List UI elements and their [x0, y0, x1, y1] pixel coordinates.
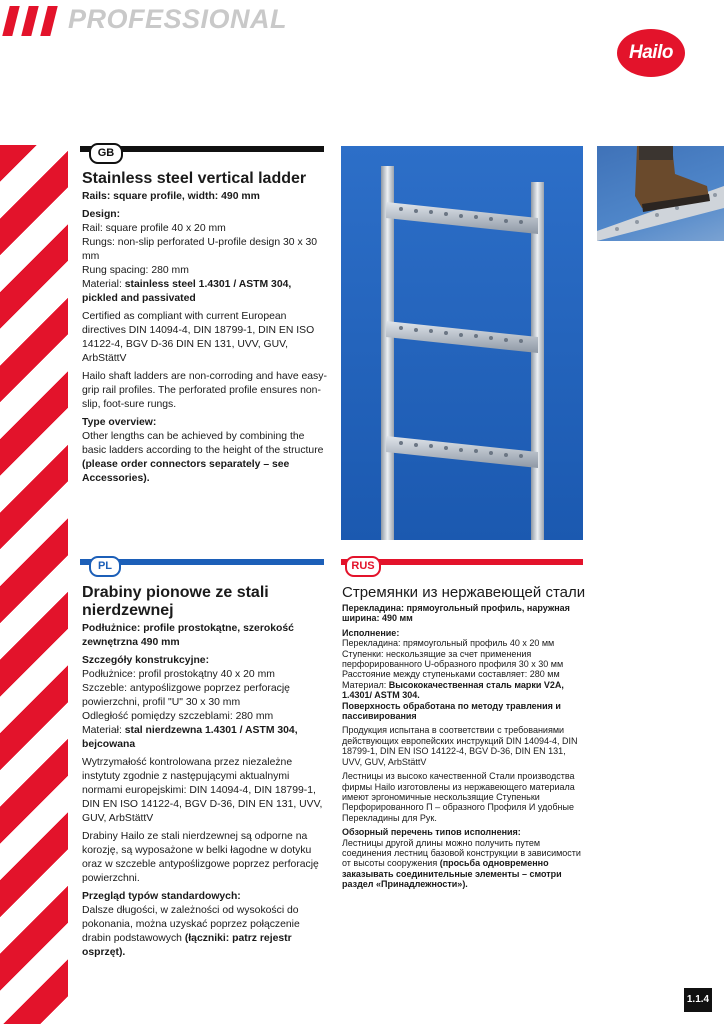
material-prefix: Material: — [82, 279, 125, 290]
type-overview-body: Лестницы другой длины можно получить путем соединения лестниц базовой конструкции в зависимости от высоты сооружения — [342, 837, 581, 869]
type-overview-text — [82, 904, 326, 960]
section-title: Стремянки из нержавеющей стали — [342, 584, 586, 601]
design-line: Перекладина: прямоугольный профиль 40 х 20 мм — [342, 638, 555, 649]
type-overview-text — [82, 430, 328, 486]
ladder-photo — [341, 146, 583, 540]
material-value: stainless steel 1.4301 / ASTM 304, pickled and passivated — [82, 279, 292, 304]
design-line: Расстояние между ступеньками составляет: 280 мм — [342, 669, 560, 680]
surface-treatment: Поверхность обработана по методу травления и пассивирования — [342, 700, 561, 722]
design-line: Rung spacing: 280 mm — [82, 265, 189, 276]
page-number: 1.1.4 — [684, 988, 712, 1012]
ladder-illustration — [341, 146, 583, 540]
design-line: Szczeble: antypoślizgowe poprzez perforację powierzchni, profil "U" 30 x 30 mm — [82, 683, 290, 708]
section-subtitle: Перекладина: прямоугольный профиль, наружная ширина: 490 мм — [342, 603, 570, 624]
header-stripe — [2, 6, 19, 36]
design-line: Odległość pomiędzy szczeblami: 280 mm — [82, 711, 274, 722]
certification-text: Wytrzymałość kontrolowana przez niezależne instytuty zgodnie z następującymi aktualnymi normami europejskimi: DIN 14094-4, DIN 18799-1, DIN EN ISO 14122-4, BGV D-36, DIN EN 131, UVV, GUV, ArbStättV — [82, 757, 323, 824]
certification-text: Certified as compliant with current European directives DIN 14094-4, DIN 18799-1, DIN EN ISO 14122-4, BGV D-36 DIN EN 131, UVV, GUV, ArbStättV — [82, 311, 315, 364]
language-badge-rus: RUS — [345, 556, 381, 577]
decorative-stripes — [0, 145, 68, 1024]
design-line: Ступенки: нескользящие за счет применения перфорированного U-образного профиля 30 х 30 мм — [342, 648, 564, 670]
material-value: Высококачественная сталь марки V2A, 1.4301/ ASTM 304. — [342, 679, 564, 701]
material-prefix: Materiał: — [82, 725, 125, 736]
material-value: stal nierdzewna 1.4301 / ASTM 304, bejcowana — [82, 725, 298, 750]
description-text: Лестницы из высоко качественной Стали производства фирмы Hailo изготовлены из нержавеющего материала имеют эргономичные нескользящие Ступеньки Перфорированного П – образного Профиля И удобные Перекладины для Рук. — [342, 771, 575, 823]
design-line: Rail: square profile 40 x 20 mm — [82, 223, 226, 234]
design-heading: Design: — [82, 209, 121, 220]
design-line: Podłużnice: profil prostokątny 40 x 20 mm — [82, 669, 275, 680]
language-badge-gb: GB — [89, 143, 123, 164]
hailo-logo: Hailo — [617, 29, 685, 77]
type-overview-body: Dalsze długości, w zależności od wysokości do pokonania, można uzyskać poprzez połączenie drabin podstawowych — [82, 905, 300, 944]
design-heading: Исполнение: — [342, 627, 400, 638]
description-text: Hailo shaft ladders are non-corroding and have easy-grip rail profiles. The perforated profile ensures non-slip, foot-sure rungs. — [82, 371, 327, 410]
material-prefix: Материал: — [342, 679, 389, 690]
section-subtitle: Podłużnice: profile prostokątne, szerokość zewnętrzna 490 mm — [82, 623, 294, 648]
section-subtitle: Rails: square profile, width: 490 mm — [82, 191, 260, 202]
language-badge-pl: PL — [89, 556, 121, 577]
section-title: Drabiny pionowe ze stali nierdzewnej — [82, 584, 269, 619]
section-pl — [82, 584, 326, 960]
type-overview-text — [342, 838, 586, 890]
section-title: Stainless steel vertical ladder — [82, 170, 307, 187]
brand-title: PROFESSIONAL — [68, 4, 288, 34]
type-overview-note: (łączniki: patrz rejestr osprzęt). — [82, 933, 292, 958]
section-rus — [342, 584, 586, 890]
section-gb — [82, 170, 328, 486]
header-stripe — [40, 6, 57, 36]
type-overview-body: Other lengths can be achieved by combining the basic ladders according to the height of the structure — [82, 431, 324, 456]
description-text: Drabiny Hailo ze stali nierdzewnej są odporne na korozję, są wyposażone w belki łagodne w dotyku oraz w szczeble antypoślizgowe poprzez perforację powierzchni. — [82, 831, 319, 884]
material-line — [82, 278, 328, 306]
material-line — [82, 724, 326, 752]
type-overview-heading: Przegląd typów standardowych: — [82, 891, 241, 902]
header-stripe — [21, 6, 38, 36]
type-overview-heading: Type overview: — [82, 417, 157, 428]
material-line — [342, 680, 586, 701]
type-overview-note: (просьба одновременно заказывать соединительные элементы – смотри раздел «Принадлежности»). — [342, 858, 562, 890]
design-heading: Szczegóły konstrukcyjne: — [82, 655, 210, 666]
type-overview-note: (please order connectors separately – see Accessories). — [82, 459, 290, 484]
boot-on-rung-photo — [597, 146, 724, 241]
design-line: Rungs: non-slip perforated U-profile design 30 x 30 mm — [82, 237, 318, 262]
type-overview-heading: Обзорный перечень типов исполнения: — [342, 827, 521, 838]
certification-text: Продукция испытана в соответствии с требованиями действующих европейских инструкций DIN 14094-4, DIN 18799-1, DIN EN ISO 14122-4, BGV D-36, DIN EN 131, UVV, GUV, ArbStättV — [342, 725, 578, 767]
boot-illustration — [597, 146, 724, 241]
